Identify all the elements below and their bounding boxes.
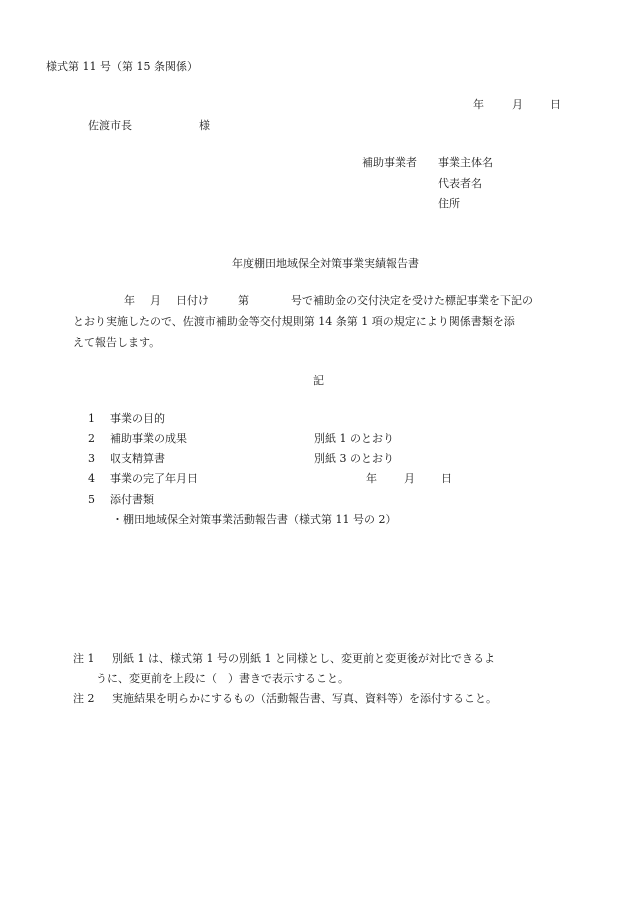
addressee-name: 佐渡市長 xyxy=(88,119,132,132)
item-number: 5 xyxy=(88,493,95,506)
item-number: 3 xyxy=(88,452,95,465)
ki-heading: 記 xyxy=(313,374,324,387)
body-month: 月 xyxy=(150,294,161,307)
completion-month: 月 xyxy=(404,472,415,485)
completion-year: 年 xyxy=(366,472,377,485)
note-line1: 実施結果を明らかにするもの（活動報告書、写真、資料等）を添付すること。 xyxy=(112,692,497,705)
report-title: 年度棚田地域保全対策事業実績報告書 xyxy=(232,257,419,270)
body-line2: とおり実施したので、佐渡市補助金等交付規則第 14 条第 1 項の規定により関係書類を添 xyxy=(73,315,515,328)
item-number: 2 xyxy=(88,432,95,445)
item-label: 収支精算書 xyxy=(110,452,165,465)
note-label: 注 2 xyxy=(73,692,95,705)
form-number: 様式第 11 号（第 15 条関係） xyxy=(46,60,198,73)
attachment-item: ・棚田地域保全対策事業活動報告書（様式第 11 号の 2） xyxy=(112,513,397,526)
addressee-honorific: 様 xyxy=(199,119,210,132)
date-year: 年 xyxy=(473,98,484,111)
note-line2: うに、変更前を上段に（ ）書きで表示すること。 xyxy=(96,672,349,685)
item-label: 補助事業の成果 xyxy=(110,432,187,445)
item-label: 事業の完了年月日 xyxy=(110,472,198,485)
note-line1: 別紙 1 は、様式第 1 号の別紙 1 と同様とし、変更前と変更後が対比できるよ xyxy=(112,652,495,665)
item-number: 1 xyxy=(88,412,95,425)
applicant-entity: 事業主体名 xyxy=(438,156,493,169)
body-line3: えて報告します。 xyxy=(73,336,161,349)
date-month: 月 xyxy=(512,98,523,111)
applicant-representative: 代表者名 xyxy=(438,177,482,190)
body-year: 年 xyxy=(124,294,135,307)
body-dated: 日付け xyxy=(176,294,209,307)
item-number: 4 xyxy=(88,472,95,485)
body-line1-text: 号で補助金の交付決定を受けた標記事業を下記の xyxy=(291,294,533,307)
body-no: 第 xyxy=(238,294,249,307)
applicant-address: 住所 xyxy=(438,197,460,210)
note-label: 注 1 xyxy=(73,652,95,665)
applicant-label: 補助事業者 xyxy=(362,156,417,169)
item-value: 別紙 3 のとおり xyxy=(314,452,394,465)
date-day: 日 xyxy=(550,98,561,111)
item-value: 別紙 1 のとおり xyxy=(314,432,394,445)
item-label: 事業の目的 xyxy=(110,412,165,425)
item-label: 添付書類 xyxy=(110,493,154,506)
completion-day: 日 xyxy=(441,472,452,485)
